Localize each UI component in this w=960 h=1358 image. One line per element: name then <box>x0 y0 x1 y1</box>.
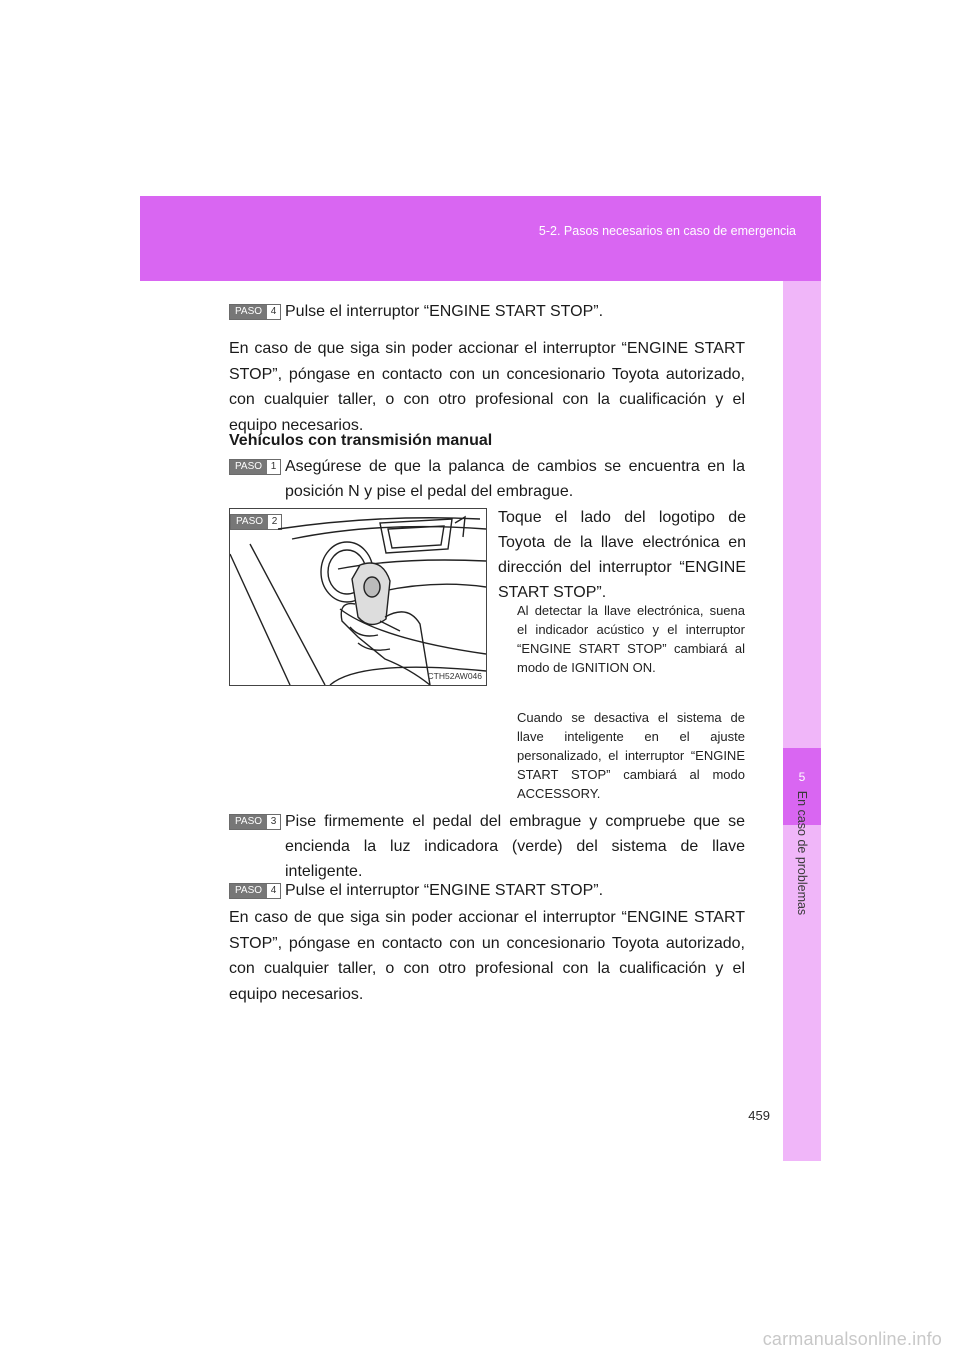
note-paragraph: Cuando se desactiva el sistema de llave inteligente en el ajuste personalizado, el interruptor “ENGINE START STOP” cambiará al modo ACCESSORY. <box>517 710 745 801</box>
page-number: 459 <box>748 1108 770 1123</box>
figure-code: CTH52AW046 <box>427 671 482 681</box>
step-badge-word: PASO <box>230 884 267 898</box>
step-text: Toque el lado del logotipo de Toyota de la llave electrónica en dirección del interruptor “ENGINE START STOP”. <box>498 509 746 601</box>
step-badge <box>229 304 281 320</box>
dashboard-key-drawing <box>230 509 486 685</box>
step-badge-word: PASO <box>230 815 267 829</box>
step-badge-word: PASO <box>230 460 267 474</box>
step-badge-number: 3 <box>270 816 277 827</box>
step-badge <box>229 459 281 475</box>
illustration-smart-key-touch <box>229 508 487 686</box>
step-text: Pise firmemente el pedal del embrague y compruebe que se encienda la luz indicadora (verde) del sistema de llave inteligente. <box>285 813 745 880</box>
step-text: Asegúrese de que la palanca de cambios se encuentra en la posición N y pise el pedal del embrague. <box>285 458 745 500</box>
step-badge-number: 4 <box>270 306 277 317</box>
body-paragraph: En caso de que siga sin poder accionar el interruptor “ENGINE START STOP”, póngase en contacto con un concesionario Toyota autorizado, con cualquier taller, o con otro profesional con la cualificación y el equipo necesarios. <box>229 340 745 434</box>
step-badge-number: 1 <box>270 461 277 472</box>
step-badge-word: PASO <box>230 305 267 319</box>
step-text: Pulse el interruptor “ENGINE START STOP”. <box>285 303 604 320</box>
step-text: Pulse el interruptor “ENGINE START STOP”. <box>285 882 604 899</box>
step-badge-number: 2 <box>271 516 278 527</box>
step-badge-number: 4 <box>270 885 277 896</box>
note-paragraph: Al detectar la llave electrónica, suena el indicador acústico y el interruptor “ENGINE START STOP” cambiará al modo de IGNITION ON. <box>517 603 745 675</box>
step-badge <box>229 883 281 899</box>
chapter-side-tab <box>783 281 821 1161</box>
step-badge <box>229 814 281 830</box>
watermark: carmanualsonline.info <box>762 1329 942 1349</box>
section-heading: Vehículos con transmisión manual <box>229 432 493 449</box>
step-badge-word: PASO <box>231 515 268 529</box>
body-paragraph: En caso de que siga sin poder accionar el interruptor “ENGINE START STOP”, póngase en contacto con un concesionario Toyota autorizado, con cualquier taller, o con otro profesional con la cualificación y el equipo necesarios. <box>229 909 745 1003</box>
chapter-number: 5 <box>798 770 806 784</box>
chapter-label: En caso de problemas <box>795 790 809 916</box>
section-title: 5-2. Pasos necesarios en caso de emergencia <box>538 224 796 238</box>
header-band <box>140 196 821 281</box>
